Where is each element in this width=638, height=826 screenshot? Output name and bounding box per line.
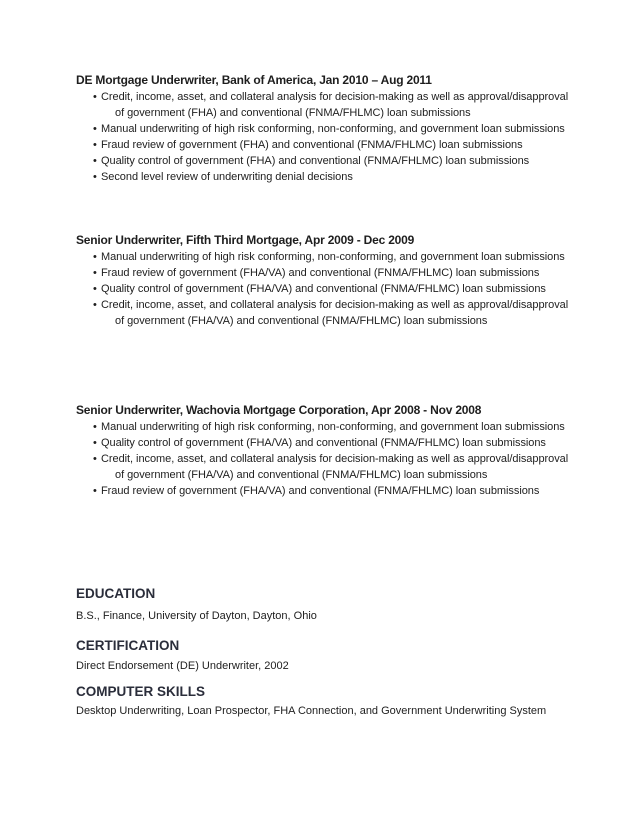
bullet-icon: •	[93, 421, 97, 433]
duty-text: Credit, income, asset, and collateral analysis for decision-making as well as approval/disapproval of government (FHA/VA) and conventional (FNMA/FHLMC) loan submissions	[101, 299, 569, 327]
list-item	[76, 483, 576, 499]
list-item	[76, 419, 576, 435]
list-item	[76, 169, 576, 185]
job-duties-list	[76, 89, 576, 185]
duty-text: Credit, income, asset, and collateral analysis for decision-making as well as approval/disapproval of government (FHA/VA) and conventional (FNMA/FHLMC) loan submissions	[101, 453, 569, 481]
bullet-icon: •	[93, 453, 97, 465]
duty-text: Second level review of underwriting denial decisions	[101, 171, 353, 183]
section-heading: CERTIFICATION	[76, 638, 180, 653]
duty-text: Credit, income, asset, and collateral analysis for decision-making as well as approval/disapproval of government (FHA) and conventional (FNMA/FHLMC) loan submissions	[101, 91, 569, 119]
bullet-icon: •	[93, 299, 97, 311]
list-item	[76, 281, 576, 297]
certification-section	[76, 637, 576, 675]
bullet-icon: •	[93, 485, 97, 497]
bullet-icon: •	[93, 123, 97, 135]
job-title: Senior Underwriter, Fifth Third Mortgage, Apr 2009 - Dec 2009	[76, 233, 415, 247]
computer-skills-text: Desktop Underwriting, Loan Prospector, FHA Connection, and Government Underwriting System	[76, 705, 547, 717]
certification-text: Direct Endorsement (DE) Underwriter, 2002	[76, 660, 289, 672]
duty-text: Quality control of government (FHA/VA) and conventional (FNMA/FHLMC) loan submissions	[101, 283, 546, 295]
job-duties-list	[76, 249, 576, 329]
bullet-icon: •	[93, 251, 97, 263]
list-item	[76, 265, 576, 281]
job-entry-fifth-third	[76, 232, 576, 329]
job-title: DE Mortgage Underwriter, Bank of America, Jan 2010 – Aug 2011	[76, 73, 432, 87]
list-item	[76, 249, 576, 265]
list-item	[76, 435, 576, 451]
list-item	[76, 451, 576, 483]
computer-skills-section	[76, 683, 576, 720]
bullet-icon: •	[93, 283, 97, 295]
duty-text: Fraud review of government (FHA/VA) and conventional (FNMA/FHLMC) loan submissions	[101, 267, 540, 279]
duty-text: Fraud review of government (FHA/VA) and conventional (FNMA/FHLMC) loan submissions	[101, 485, 540, 497]
bullet-icon: •	[93, 91, 97, 103]
duty-text: Quality control of government (FHA) and conventional (FNMA/FHLMC) loan submissions	[101, 155, 530, 167]
duty-text: Manual underwriting of high risk conforming, non-conforming, and government loan submissions	[101, 251, 565, 263]
bullet-icon: •	[93, 267, 97, 279]
education-text: B.S., Finance, University of Dayton, Dayton, Ohio	[76, 610, 317, 622]
job-entry-wachovia	[76, 402, 576, 499]
section-heading: EDUCATION	[76, 586, 156, 601]
list-item	[76, 153, 576, 169]
bullet-icon: •	[93, 171, 97, 183]
job-title: Senior Underwriter, Wachovia Mortgage Corporation, Apr 2008 - Nov 2008	[76, 403, 482, 417]
bullet-icon: •	[93, 155, 97, 167]
bullet-icon: •	[93, 437, 97, 449]
education-section	[76, 585, 576, 625]
duty-text: Manual underwriting of high risk conforming, non-conforming, and government loan submissions	[101, 123, 565, 135]
job-duties-list	[76, 419, 576, 499]
bullet-icon: •	[93, 139, 97, 151]
duty-text: Fraud review of government (FHA) and conventional (FNMA/FHLMC) loan submissions	[101, 139, 523, 151]
list-item	[76, 89, 576, 121]
list-item	[76, 137, 576, 153]
section-heading: COMPUTER SKILLS	[76, 684, 206, 699]
job-entry-bank-of-america	[76, 72, 576, 185]
duty-text: Quality control of government (FHA/VA) and conventional (FNMA/FHLMC) loan submissions	[101, 437, 546, 449]
duty-text: Manual underwriting of high risk conforming, non-conforming, and government loan submissions	[101, 421, 565, 433]
list-item	[76, 121, 576, 137]
list-item	[76, 297, 576, 329]
